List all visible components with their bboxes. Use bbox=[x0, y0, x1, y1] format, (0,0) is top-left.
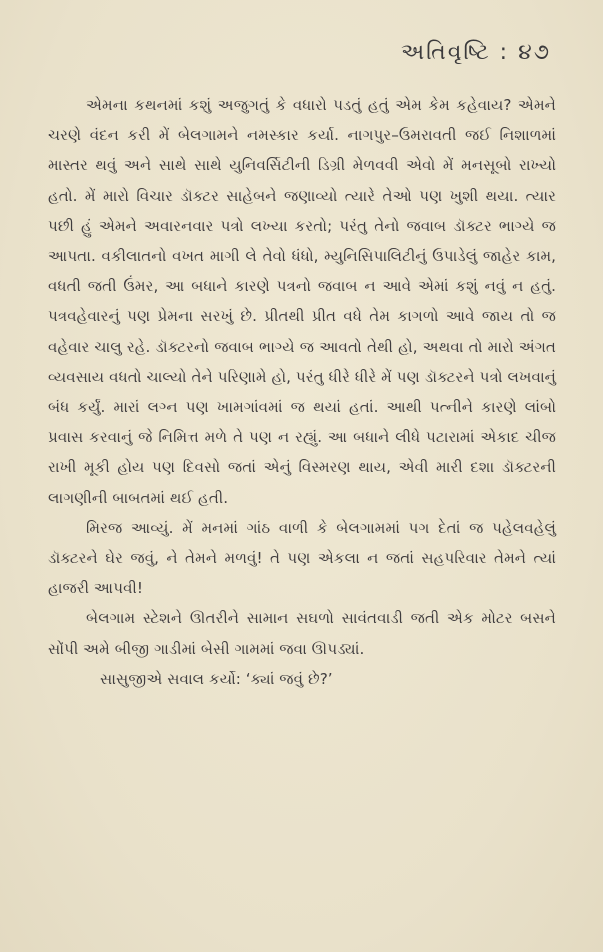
running-header: અતિવૃષ્ટિ : ૪૭ bbox=[400, 40, 551, 65]
paragraph-2: મિરજ આવ્યું. મેં મનમાં ગાંઠ વાળી કે બેલગામમાં પગ દેતાં જ પહેલવહેલું ડૉક્ટરને ઘેર જવું, ને તેમને મળવું! તે પણ એકલા ન જતાં સહપરિવાર તેમને ત્યાં હાજરી આપવી! bbox=[48, 518, 556, 598]
page-body bbox=[48, 90, 556, 694]
paragraph-1: એમના કથનમાં કશું અજુગતું કે વધારો પડતું હતું એમ કેમ કહેવાય? એમને ચરણે વંદન કરી મેં બેલગામને નમસ્કાર કર્યા. નાગપુર–ઉમરાવતી જઈ નિશાળમાં માસ્તર થવું અને સાથે સાથે યુનિવર્સિટીની ડિગ્રી મેળવવી એવો મેં મનસૂબો રાખ્યો હતો. મેં મારો વિચાર ડૉક્ટર સાહેબને જણાવ્યો ત્યારે તેઓ પણ ખુશી થયા. ત્યાર પછી હું એમને અવારનવાર પત્રો લખ્યા કરતો; પરંતુ તેનો જવાબ ડૉક્ટર ભાગ્યે જ આપતા. વકીલાતનો વખત માગી લે તેવો ધંધો, મ્યુનિસિપાલિટીનું ઉપાડેલું જાહેર કામ, વધતી જતી ઉંમર, આ બધાને કારણે પત્રનો જવાબ ન આવે એમાં કશું નવું ન હતું. પત્રવહેવારનું પણ પ્રેમના સરખું છે. પ્રીતથી પ્રીત વધે તેમ કાગળો આવે જાય તો જ વહેવાર ચાલુ રહે. ડૉક્ટરનો જવાબ ભાગ્યે જ આવતો તેથી હો, અથવા તો મારો અંગત વ્યવસાય વધતો ચાલ્યો તેને પરિણામે હો, પરંતુ ધીરે ધીરે મેં પણ ડૉક્ટરને પત્રો લખવાનું બંધ કર્યું. મારાં લગ્ન પણ ખામગાંવમાં જ થયાં હતાં. આથી પત્નીને કારણે લાંબો પ્રવાસ કરવાનું જે નિમિત્ત મળે તે પણ ન રહ્યું. આ બધાને લીધે પટારામાં એકાદ ચીજ રાખી મૂકી હોય પણ દિવસો જતાં એનું વિસ્મરણ થાય, એવી મારી દશા ડૉક્ટરની લાગણીની બાબતમાં થઈ હતી. bbox=[48, 96, 556, 507]
paragraph-4: સાસુજીએ સવાલ કર્યો: ‘ક્યાં જવું છે?’ bbox=[100, 669, 333, 688]
paragraph-3: બેલગામ સ્ટેશને ઊતરીને સામાન સઘળો સાવંતવાડી જતી એક મોટર બસને સોંપી અમે બીજી ગાડીમાં બેસી ગામમાં જવા ઊપડ્યાં. bbox=[48, 609, 556, 658]
